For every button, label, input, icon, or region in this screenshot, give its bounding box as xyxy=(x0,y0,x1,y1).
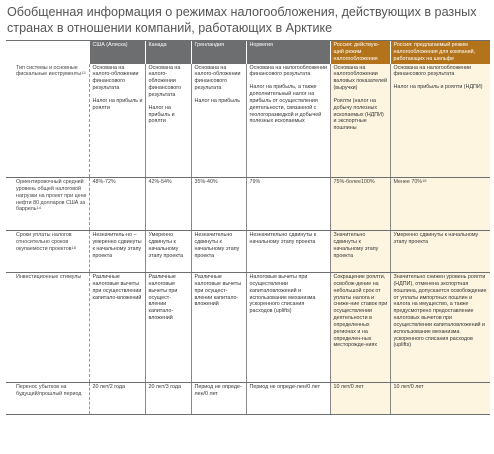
row-label-text: Перенос убытков на будущий/прошлый период xyxy=(16,384,82,397)
column-header-usa: США (Аляска) xyxy=(89,41,145,64)
cell-text: Основана на налого-обложении финансового результата xyxy=(92,64,139,92)
cell-text: Различные налоговые вычеты при осуществлении капитало-вложений xyxy=(92,274,142,301)
cell-text: 20 лет/2 года xyxy=(92,384,126,391)
cell-text: Сокращение роялти, освобож-дение на небольшой срок от уплаты налога и сниже-ние ставок при осуществлении деятельности в определенных регионах и на определен-ных месторожде-ниях xyxy=(333,274,388,349)
table-cell xyxy=(390,178,490,231)
table-cell xyxy=(246,64,330,178)
footnote-marker: 13 xyxy=(81,70,86,76)
table-row xyxy=(6,383,490,415)
column-header-russia-current: Россия: действую-щий режим налогообложения xyxy=(330,41,390,64)
cell-text: Роялти (налог на добычу полезных ископаемых (НДПИ) и экспортные пошлины xyxy=(333,97,384,132)
cell-text: Различные налоговые вычеты при осущест-влении капитало-вложений xyxy=(148,274,178,322)
row-label xyxy=(6,64,89,178)
cell-text: Незначительно сдвинуты к начальному этапу проекта xyxy=(249,232,317,245)
cell-text: Значительно сдвинуты к начальному этапу проекта xyxy=(333,232,379,259)
cell-text: Основана на налогообложении валовых показателей (выручки) xyxy=(333,64,388,92)
cell-text: 35%-40% xyxy=(194,179,218,186)
cell-text: Налог на прибыль, а также дополнительный налог на прибыль от осуществления деятельности, связанной с геологоразведкой и добычей полезных ископаемых xyxy=(249,84,322,125)
column-header-greenland: Гренландия xyxy=(191,41,246,64)
cell-text: 10 лет/0 лет xyxy=(333,384,364,391)
row-label xyxy=(6,383,89,415)
table-cell xyxy=(191,231,246,273)
cell-text: Налог на прибыль и роялти (НДПИ) xyxy=(393,84,483,91)
row-label-text: Сроки уплаты налогов относительно сроков окупаемости проектов xyxy=(16,232,72,252)
table-cell xyxy=(145,64,191,178)
tax-regimes-table xyxy=(6,41,490,415)
table-cell xyxy=(246,273,330,383)
table-cell xyxy=(191,178,246,231)
cell-text: 79% xyxy=(249,179,261,186)
cell-text: 42%-54% xyxy=(148,179,172,186)
footnote-marker: 16 xyxy=(71,244,76,250)
column-header-russia-proposed: Россия: предлагаемый режим налогообложения для компаний, работающих на шельфе xyxy=(390,41,490,64)
table-cell xyxy=(145,178,191,231)
table-cell xyxy=(89,64,145,178)
cell-text: Значительно снижен уровень роялти (НДПИ), отменена экспортная пошлина, допускается освобождение от уплаты импортных пошлин и налога на имущество, а также предусмотрено предоставление налоговых вычетов при осуществлении капиталовложений и использование механизма ускоренного списания расходов (uplifts) xyxy=(393,274,487,349)
cell-text: Менее 70% xyxy=(393,179,423,186)
table-row xyxy=(6,231,490,273)
table-cell xyxy=(89,178,145,231)
row-label xyxy=(6,231,89,273)
cell-text: Период не опреде-лен/0 лет xyxy=(194,384,242,397)
cell-text: Основана на налого-обложении финансового результата xyxy=(194,64,241,92)
row-label-text: Инвестиционные стимулы xyxy=(16,274,82,281)
table-cell xyxy=(89,231,145,273)
page-title: Обобщенная информация о режимах налогообложения, действующих в разных странах в отношении компаний, работающих в Арктике xyxy=(7,5,477,35)
cell-text: Налог на прибыль и роялти xyxy=(148,104,175,125)
table-cell xyxy=(246,178,330,231)
table-cell xyxy=(89,273,145,383)
table-row xyxy=(6,64,490,178)
table-cell xyxy=(330,178,390,231)
row-label-text: Ориентировочный средний уровень общей налоговой нагрузки на проект при цене нефти 80 долларов США за баррель xyxy=(16,179,87,213)
cell-text: Налог на прибыль и роялти xyxy=(92,97,143,111)
cell-text: Налог на прибыль xyxy=(194,97,240,104)
header-empty-cell xyxy=(6,41,89,64)
row-label xyxy=(6,178,89,231)
table-cell xyxy=(330,383,390,415)
cell-text: Незначитель-но – умеренно сдвинуты к начальному этапу проекта xyxy=(92,232,142,259)
cell-text: Незначительно сдвинуты к начальному этапу проекта xyxy=(194,232,240,259)
cell-text: Различные налоговые вычеты при осущест-влении капитало-вложений xyxy=(194,274,242,308)
row-label xyxy=(6,273,89,383)
cell-text: Основана на налого-обложении финансового результата xyxy=(148,64,182,98)
cell-text: Умеренно сдвинуты к начальному этапу проекта xyxy=(393,232,479,245)
table-cell xyxy=(191,64,246,178)
table-cell xyxy=(145,383,191,415)
table-cell xyxy=(89,383,145,415)
table-cell xyxy=(191,383,246,415)
table-cell xyxy=(330,231,390,273)
table-cell xyxy=(145,273,191,383)
cell-text: 48%-72% xyxy=(92,179,116,186)
table-cell xyxy=(246,231,330,273)
column-header-canada: Канада xyxy=(145,41,191,64)
cell-text: 10 лет/0 лет xyxy=(393,384,424,391)
row-label-text: Тип системы и основные фискальные инструменты xyxy=(16,64,82,78)
column-header-norway: Норвегия xyxy=(246,41,330,64)
cell-text: 75%-более100% xyxy=(333,179,375,186)
table-cell xyxy=(390,231,490,273)
cell-text: Умеренно сдвинуты к начальному этапу проекта xyxy=(148,232,184,259)
footnote-marker: 14 xyxy=(36,205,42,211)
table-cell xyxy=(390,273,490,383)
table-header-row xyxy=(6,41,490,64)
table-cell xyxy=(145,231,191,273)
table-cell xyxy=(191,273,246,383)
cell-text: Период не опреде-лен/0 лет xyxy=(249,384,321,391)
table-row xyxy=(6,178,490,231)
table-cell xyxy=(246,383,330,415)
table-cell xyxy=(330,273,390,383)
table-cell xyxy=(390,383,490,415)
footnote-marker: 15 xyxy=(422,178,427,184)
table-row xyxy=(6,273,490,383)
cell-text: Основана на налогообложении финансового результата xyxy=(249,64,328,78)
cell-text: 20 лет/3 года xyxy=(148,384,182,391)
table-cell xyxy=(330,64,390,178)
table-cell xyxy=(390,64,490,178)
cell-text: Налоговые вычеты при осуществлении капиталовложений и использование механизма ускоренного списания расходов (uplifts) xyxy=(249,274,316,315)
cell-text: Основана на налогообложении финансового результата xyxy=(393,64,472,78)
